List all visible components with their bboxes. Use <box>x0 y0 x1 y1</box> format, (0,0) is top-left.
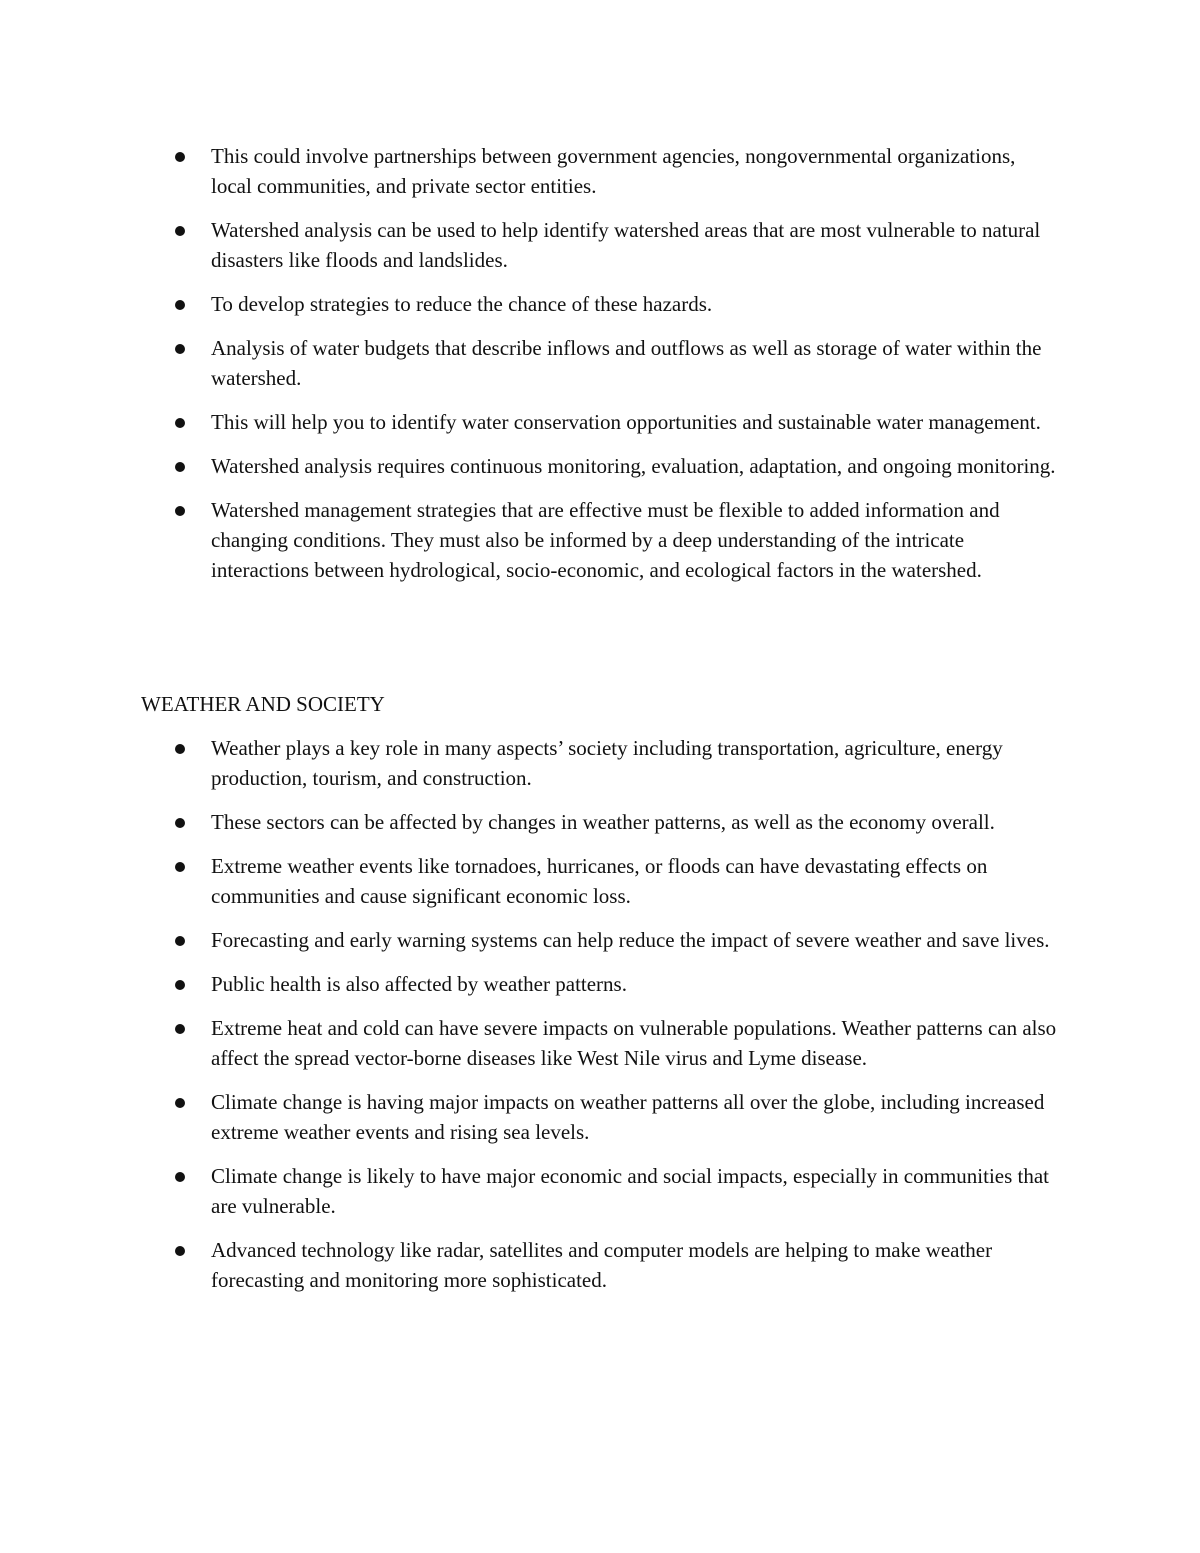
list-item-text: Forecasting and early warning systems can help reduce the impact of severe weather and save lives. <box>211 928 1050 952</box>
bullet-icon <box>175 936 185 946</box>
list-item <box>0 969 1061 999</box>
list-item <box>0 1235 1061 1295</box>
list-item-text: This will help you to identify water conservation opportunities and sustainable water management. <box>211 410 1041 434</box>
list-item-text: These sectors can be affected by changes in weather patterns, as well as the economy overall. <box>211 810 995 834</box>
bullet-icon <box>175 818 185 828</box>
list-item <box>0 141 1061 201</box>
list-item <box>0 1161 1061 1221</box>
bullet-icon <box>175 300 185 310</box>
weather-bullet-list <box>0 733 1200 1309</box>
watershed-bullet-list <box>0 141 1200 599</box>
list-item-text: Extreme heat and cold can have severe impacts on vulnerable populations. Weather patterns can also affect the spread vector-borne diseases like West Nile virus and Lyme disease. <box>211 1016 1057 1070</box>
bullet-icon <box>175 1098 185 1108</box>
list-item <box>0 807 1061 837</box>
list-item-text: Analysis of water budgets that describe inflows and outflows as well as storage of water within the watershed. <box>211 336 1042 390</box>
list-item <box>0 1087 1061 1147</box>
section-heading: WEATHER AND SOCIETY <box>141 692 385 716</box>
list-item-text: Watershed analysis requires continuous monitoring, evaluation, adaptation, and ongoing monitoring. <box>211 454 1056 478</box>
list-item-text: Weather plays a key role in many aspects’ society including transportation, agriculture, energy production, tourism, and construction. <box>211 736 1003 790</box>
bullet-icon <box>175 862 185 872</box>
list-item-text: Climate change is likely to have major economic and social impacts, especially in communities that are vulnerable. <box>211 1164 1050 1218</box>
bullet-icon <box>175 506 185 516</box>
list-item-text: Watershed management strategies that are effective must be flexible to added information and changing conditions. They must also be informed by a deep understanding of the intricate interactions between hydrological, socio-economic, and ecological factors in the watershed. <box>211 498 1000 582</box>
list-item <box>0 215 1061 275</box>
list-item <box>0 333 1061 393</box>
bullet-icon <box>175 152 185 162</box>
bullet-icon <box>175 1024 185 1034</box>
bullet-icon <box>175 418 185 428</box>
bullet-icon <box>175 980 185 990</box>
list-item-text: Climate change is having major impacts on weather patterns all over the globe, including increased extreme weather events and rising sea levels. <box>211 1090 1045 1144</box>
list-item <box>0 1013 1061 1073</box>
bullet-icon <box>175 344 185 354</box>
list-item <box>0 733 1061 793</box>
list-item <box>0 495 1061 585</box>
bullet-icon <box>175 226 185 236</box>
bullet-icon <box>175 1246 185 1256</box>
list-item <box>0 851 1061 911</box>
bullet-icon <box>175 744 185 754</box>
list-item <box>0 451 1061 481</box>
list-item-text: Watershed analysis can be used to help identify watershed areas that are most vulnerable to natural disasters like floods and landslides. <box>211 218 1041 272</box>
list-item-text: This could involve partnerships between government agencies, nongovernmental organizations, local communities, and private sector entities. <box>211 144 1016 198</box>
list-item-text: To develop strategies to reduce the chance of these hazards. <box>211 292 713 316</box>
list-item-text: Advanced technology like radar, satellites and computer models are helping to make weather forecasting and monitoring more sophisticated. <box>211 1238 993 1292</box>
list-item <box>0 289 1061 319</box>
list-item <box>0 925 1061 955</box>
list-item-text: Public health is also affected by weather patterns. <box>211 972 627 996</box>
bullet-icon <box>175 1172 185 1182</box>
list-item <box>0 407 1061 437</box>
bullet-icon <box>175 462 185 472</box>
list-item-text: Extreme weather events like tornadoes, hurricanes, or floods can have devastating effects on communities and cause significant economic loss. <box>211 854 988 908</box>
